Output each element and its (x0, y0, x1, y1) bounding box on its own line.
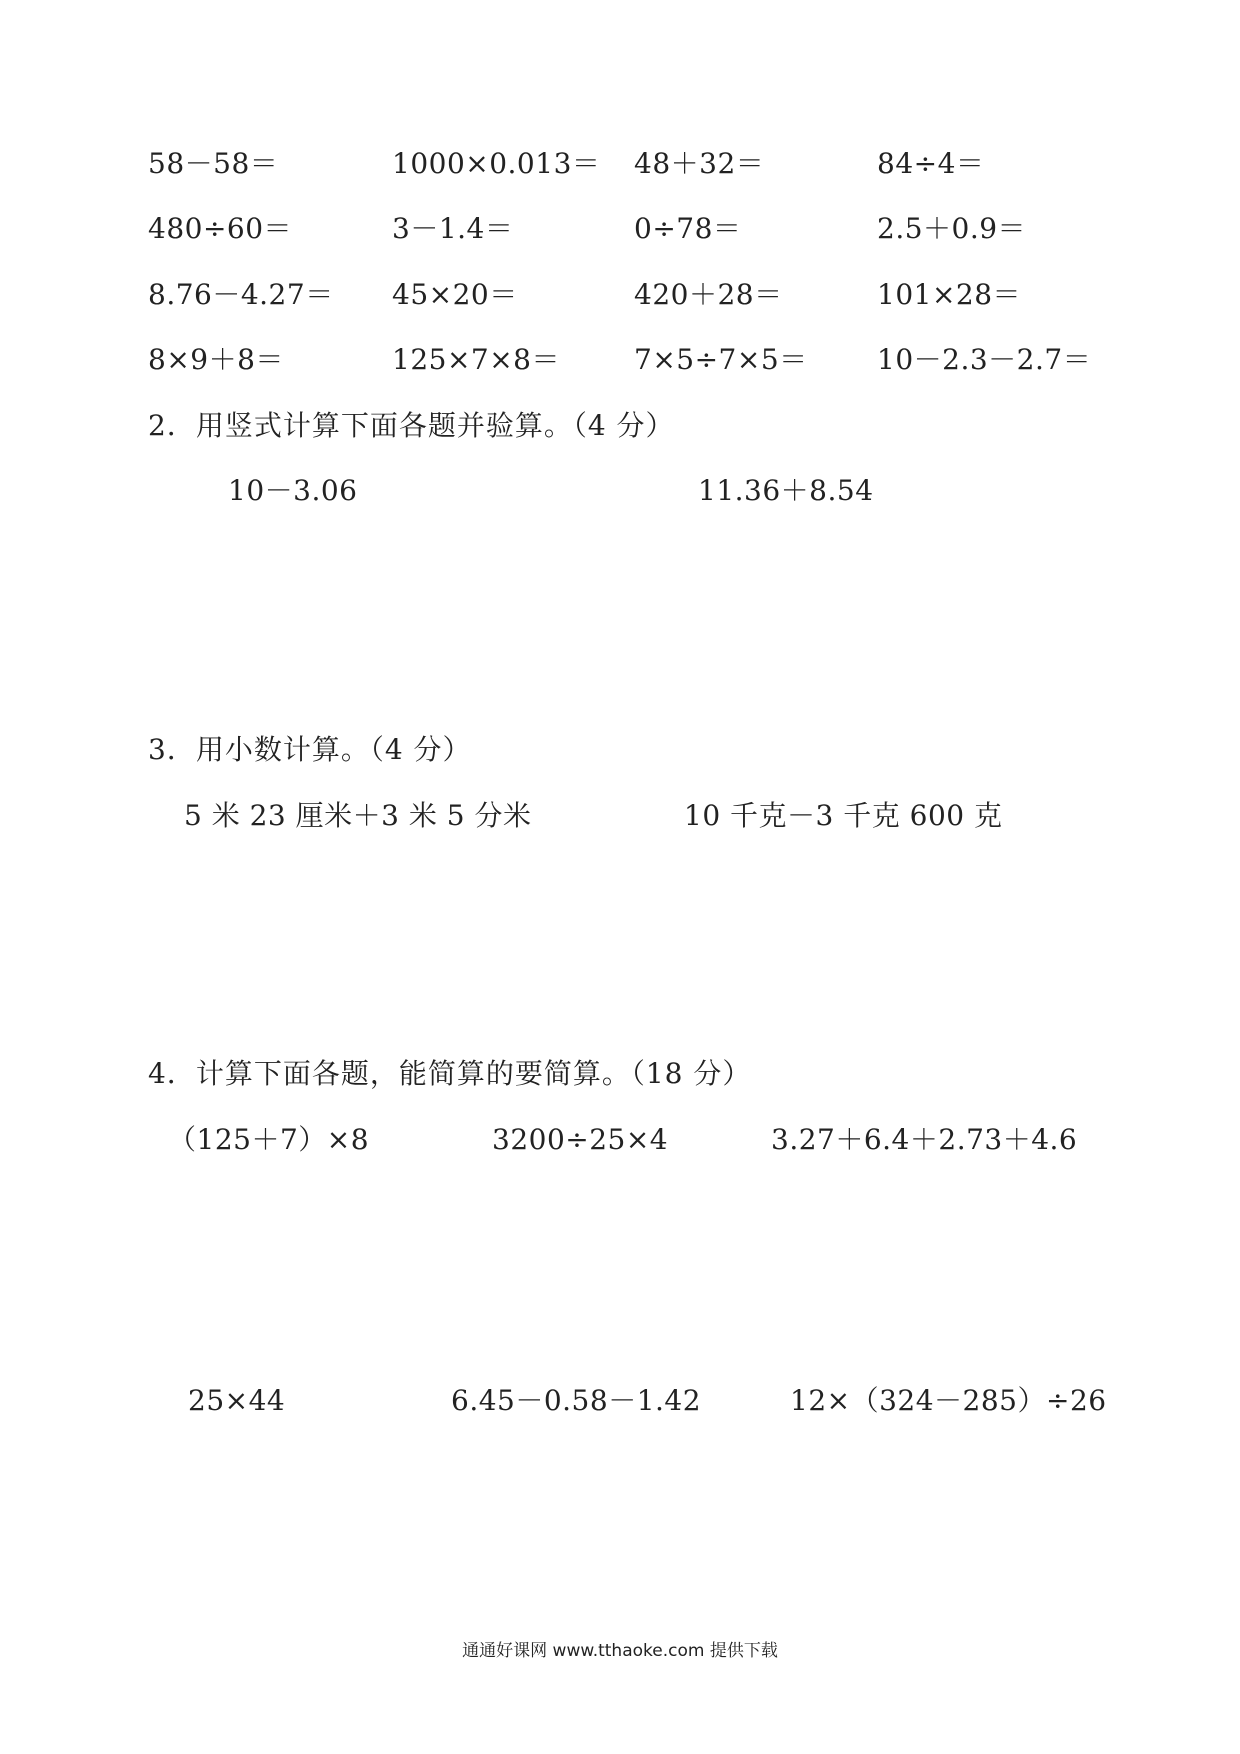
simplify-calc-problem: 25×44 (188, 1384, 286, 1417)
simplify-calc-problem: 3200÷25×4 (492, 1123, 669, 1156)
oral-calc-item: 2.5＋0.9＝ (877, 212, 1027, 245)
decimal-calc-problem: 10 千克－3 千克 600 克 (684, 799, 1003, 832)
oral-calc-item: 480÷60＝ (148, 212, 293, 245)
oral-calc-item: 48＋32＝ (634, 147, 765, 180)
oral-calc-item: 101×28＝ (877, 278, 1022, 311)
simplify-calc-problem: 12×（324－285）÷26 (790, 1384, 1107, 1417)
simplify-calc-problem: 3.27＋6.4＋2.73＋4.6 (771, 1123, 1078, 1156)
page-footer: 通通好课网 www.tthaoke.com 提供下载 (462, 1641, 778, 1661)
oral-calc-item: 58－58＝ (148, 147, 279, 180)
oral-calc-item: 8×9＋8＝ (148, 343, 284, 376)
section-3-heading: 3．用小数计算。（4 分） (148, 733, 472, 766)
section-2-heading: 2．用竖式计算下面各题并验算。（4 分） (148, 409, 675, 442)
simplify-calc-problem: 6.45－0.58－1.42 (451, 1384, 702, 1417)
simplify-calc-problem: （125＋7）×8 (168, 1123, 370, 1156)
oral-calc-item: 8.76－4.27＝ (148, 278, 334, 311)
oral-calc-item: 1000×0.013＝ (392, 147, 601, 180)
vertical-calc-problem: 10－3.06 (228, 474, 358, 507)
section-4-heading: 4．计算下面各题，能简算的要简算。（18 分） (148, 1057, 752, 1090)
oral-calc-item: 125×7×8＝ (392, 343, 560, 376)
oral-calc-item: 3－1.4＝ (392, 212, 514, 245)
oral-calc-item: 420＋28＝ (634, 278, 783, 311)
decimal-calc-problem: 5 米 23 厘米＋3 米 5 分米 (184, 799, 532, 832)
oral-calc-item: 0÷78＝ (634, 212, 742, 245)
oral-calc-item: 45×20＝ (392, 278, 518, 311)
oral-calc-item: 10－2.3－2.7＝ (877, 343, 1092, 376)
vertical-calc-problem: 11.36＋8.54 (698, 474, 874, 507)
oral-calc-item: 7×5÷7×5＝ (634, 343, 808, 376)
oral-calc-item: 84÷4＝ (877, 147, 985, 180)
